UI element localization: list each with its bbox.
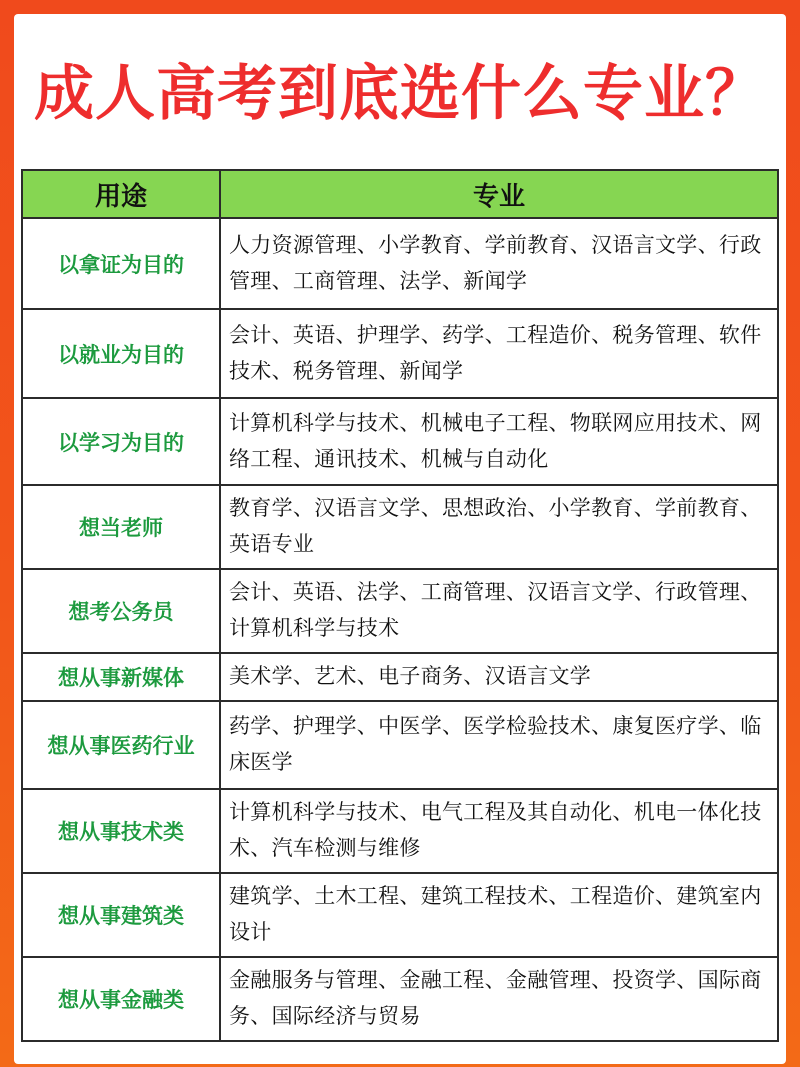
header-purpose: 用途 xyxy=(22,170,220,218)
row-majors: 建筑学、土木工程、建筑工程技术、工程造价、建筑室内设计 xyxy=(220,873,778,957)
table-header-row xyxy=(22,170,778,218)
row-purpose: 以拿证为目的 xyxy=(22,218,220,309)
table-row xyxy=(22,398,778,485)
row-purpose: 想从事建筑类 xyxy=(22,873,220,957)
majors-table xyxy=(21,169,779,1042)
row-purpose: 以学习为目的 xyxy=(22,398,220,485)
table-row xyxy=(22,653,778,701)
row-majors: 美术学、艺术、电子商务、汉语言文学 xyxy=(220,653,778,701)
row-majors: 计算机科学与技术、电气工程及其自动化、机电一体化技术、汽车检测与维修 xyxy=(220,789,778,873)
row-majors: 人力资源管理、小学教育、学前教育、汉语言文学、行政管理、工商管理、法学、新闻学 xyxy=(220,218,778,309)
table-row xyxy=(22,309,778,398)
row-purpose: 以就业为目的 xyxy=(22,309,220,398)
table-row xyxy=(22,789,778,873)
row-majors: 会计、英语、法学、工商管理、汉语言文学、行政管理、计算机科学与技术 xyxy=(220,569,778,653)
page-title: 成人高考到底选什么专业？ xyxy=(34,59,766,129)
row-majors: 计算机科学与技术、机械电子工程、物联网应用技术、网络工程、通讯技术、机械与自动化 xyxy=(220,398,778,485)
row-purpose: 想从事医药行业 xyxy=(22,701,220,789)
table-row xyxy=(22,873,778,957)
row-purpose: 想从事新媒体 xyxy=(22,653,220,701)
row-purpose: 想考公务员 xyxy=(22,569,220,653)
row-majors: 教育学、汉语言文学、思想政治、小学教育、学前教育、英语专业 xyxy=(220,485,778,569)
row-majors: 金融服务与管理、金融工程、金融管理、投资学、国际商务、国际经济与贸易 xyxy=(220,957,778,1041)
row-majors: 会计、英语、护理学、药学、工程造价、税务管理、软件技术、税务管理、新闻学 xyxy=(220,309,778,398)
table-row xyxy=(22,569,778,653)
table-row xyxy=(22,218,778,309)
table-row xyxy=(22,701,778,789)
header-majors: 专业 xyxy=(220,170,778,218)
table-row xyxy=(22,957,778,1041)
table-row xyxy=(22,485,778,569)
row-majors: 药学、护理学、中医学、医学检验技术、康复医疗学、临床医学 xyxy=(220,701,778,789)
row-purpose: 想从事金融类 xyxy=(22,957,220,1041)
row-purpose: 想当老师 xyxy=(22,485,220,569)
row-purpose: 想从事技术类 xyxy=(22,789,220,873)
